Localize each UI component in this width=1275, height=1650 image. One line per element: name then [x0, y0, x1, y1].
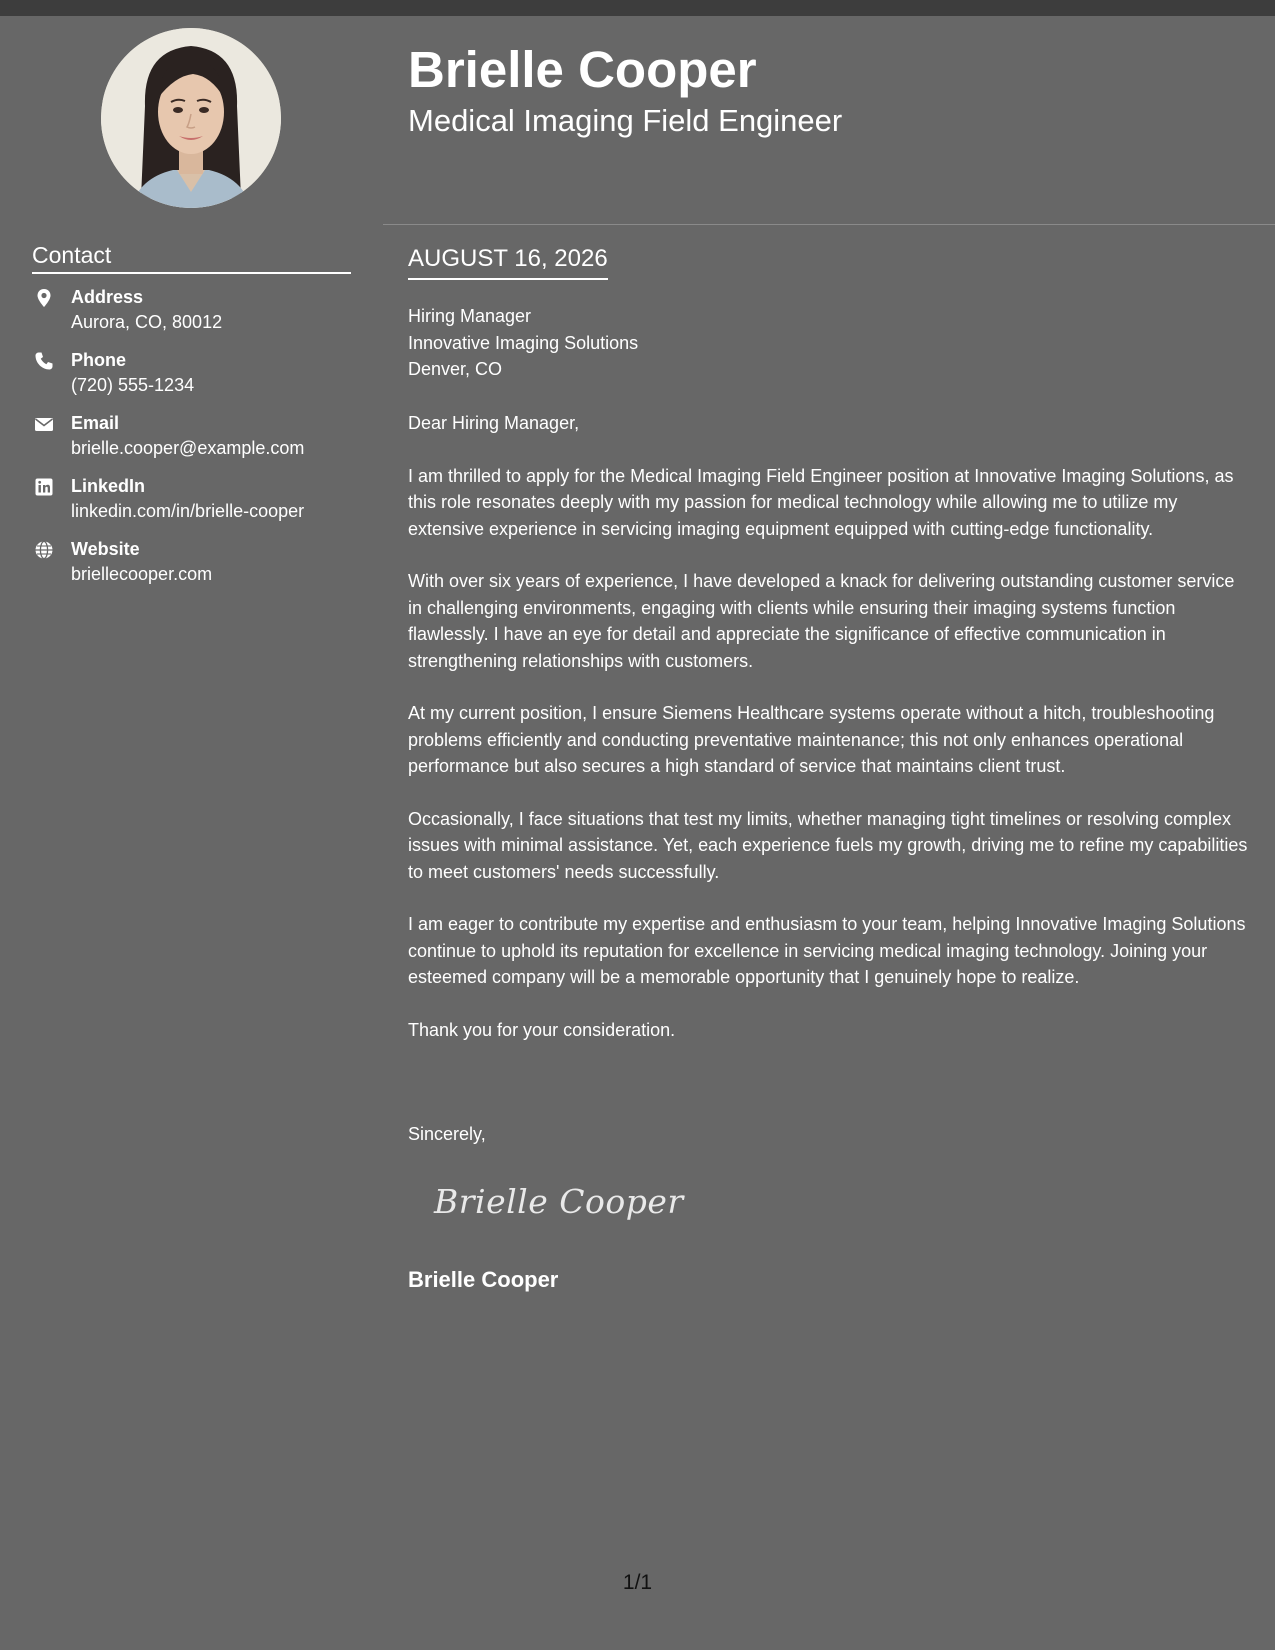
linkedin-link[interactable]: linkedin.com/in/brielle-cooper — [71, 501, 305, 521]
globe-icon — [34, 540, 54, 560]
avatar — [101, 28, 281, 208]
letter-paragraph: Occasionally, I face situations that test my limits, whether managing tight timelines or resolving complex issues with minimal assistance. Yet, each experience fuels my growth, driving me to refine my capabilities to meet customers' needs successfully. — [408, 808, 1248, 882]
contact-list — [32, 286, 362, 601]
contact-item-email — [32, 412, 362, 475]
letter-paragraph: At my current position, I ensure Siemens Healthcare systems operate without a hitch, troubleshooting problems efficiently and conducting preventative maintenance; this not only enhances operational performance but also secures a high standard of service that maintains client trust. — [408, 703, 1215, 776]
phone-icon — [34, 351, 54, 371]
portrait-image — [101, 28, 281, 208]
closing: Sincerely, — [408, 1124, 486, 1144]
map-pin-icon — [34, 288, 54, 308]
contact-item-linkedin — [32, 475, 362, 538]
email-link[interactable]: brielle.cooper@example.com — [71, 438, 305, 458]
phone-value: (720) 555-1234 — [71, 375, 195, 395]
letter-body — [408, 410, 1253, 1069]
recipient-block — [408, 303, 638, 383]
contact-item-website — [32, 538, 362, 601]
letter-paragraph: With over six years of experience, I have developed a knack for delivering outstanding customer service in challenging environments, engaging with clients while ensuring their imaging systems function flawlessly. I have an eye for detail and appreciate the significance of effective communication in strengthening relationships with customers. — [408, 571, 1235, 671]
letter-date: AUGUST 16, 2026 — [408, 243, 608, 280]
letter-paragraph: Thank you for your consideration. — [408, 1019, 676, 1040]
salutation: Dear Hiring Manager, — [408, 413, 580, 433]
contact-label: LinkedIn — [71, 476, 146, 496]
top-bar — [0, 0, 1275, 16]
recipient-line: Innovative Imaging Solutions — [408, 332, 639, 353]
website-link[interactable]: briellecooper.com — [71, 564, 213, 584]
address-value: Aurora, CO, 80012 — [71, 312, 223, 332]
contact-label: Phone — [71, 350, 127, 370]
recipient-line: Denver, CO — [408, 359, 503, 379]
signature: Brielle Cooper — [434, 1182, 684, 1221]
contact-label: Address — [71, 287, 144, 307]
page-number: 1/1 — [622, 1571, 653, 1594]
contact-item-phone — [32, 349, 362, 412]
job-title: Medical Imaging Field Engineer — [408, 103, 843, 138]
recipient-line: Hiring Manager — [408, 306, 532, 326]
signer-name: Brielle Cooper — [408, 1267, 559, 1292]
envelope-icon — [34, 414, 54, 434]
contact-label: Website — [71, 539, 140, 559]
contact-item-address — [32, 286, 362, 349]
contact-heading: Contact — [32, 240, 351, 274]
linkedin-icon — [34, 477, 54, 497]
contact-label: Email — [71, 413, 120, 433]
header-divider — [383, 224, 1275, 225]
letter-paragraph: I am thrilled to apply for the Medical Imaging Field Engineer position at Innovative Imaging Solutions, as this role resonates deeply with my passion for medical technology while allowing me to utilize my extensive experience in servicing imaging equipment equipped with cutting-edge functionality. — [408, 465, 1234, 539]
letter-paragraph: I am eager to contribute my expertise and enthusiasm to your team, helping Innovative Imaging Solutions continue to uphold its reputation for excellence in servicing medical imaging technology. Joining your esteemed company will be a memorable opportunity that I genuinely hope to realize. — [408, 914, 1246, 987]
candidate-name: Brielle Cooper — [408, 41, 757, 98]
